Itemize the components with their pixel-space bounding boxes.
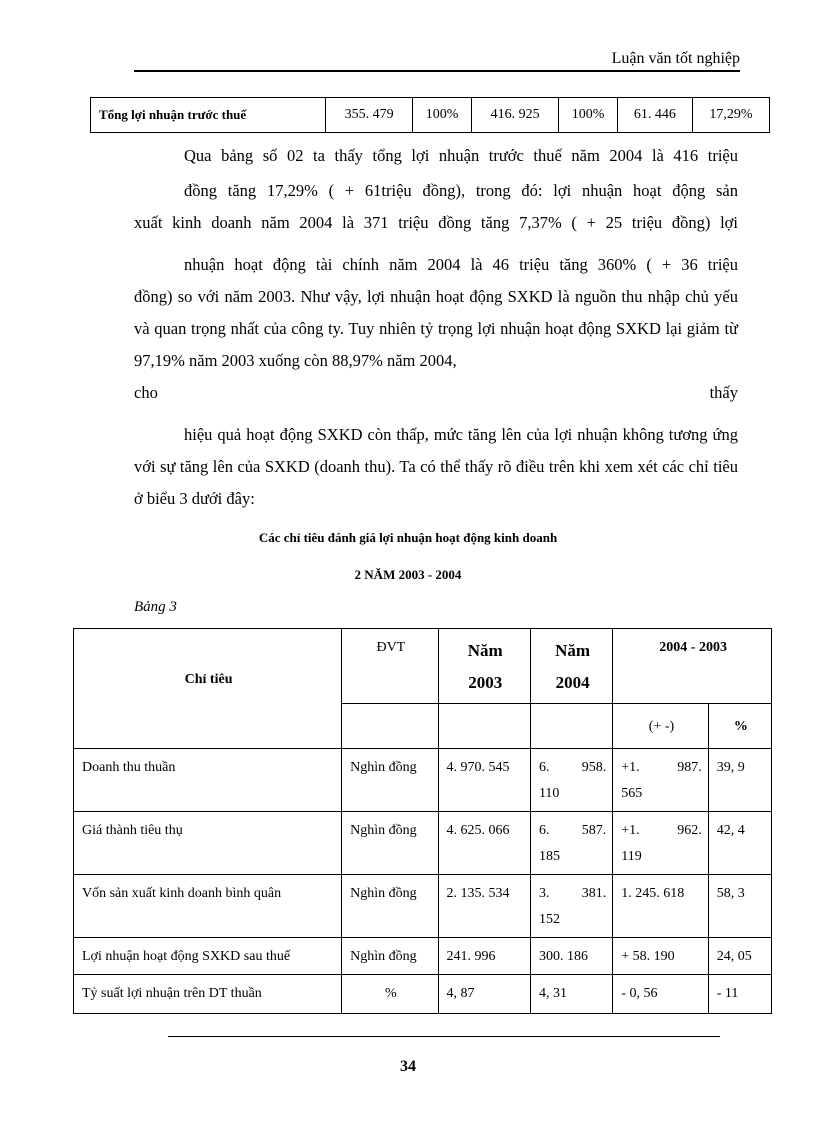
paragraph-text: hiệu quả hoạt động SXKD còn thấp, mức tăng lên của lợi nhuận không tương ứng với sự tăng lên của SXKD (doanh thu). Ta có thể thấy rõ điều trên khi xem xét các chỉ tiêu ở biểu 3 dưới đây: [134,425,738,508]
value-part: 152 [538,912,560,927]
cell-diff: - 0, 56 [613,975,708,1014]
row-unit: Nghìn đồng [342,812,438,875]
table-cell: 100% [413,98,472,133]
paragraph-3 [134,249,738,409]
cell-2003: 2. 135. 534 [438,875,530,938]
cell-percent: - 11 [708,975,771,1014]
table-row [91,98,770,133]
header-text: 2004 [555,673,590,692]
header-cell: (+ -) [613,704,708,749]
table-row [74,812,772,875]
paragraph-line: nhuận hoạt động tài chính năm 2004 là 46 triệu tăng 360% ( + 36 triệu [184,255,738,274]
row-name: Tỷ suất lợi nhuận trên DT thuần [74,975,342,1014]
header-text: Năm [555,641,591,660]
word: cho [134,383,158,402]
cell-2003: 4. 625. 066 [438,812,530,875]
row-unit: % [342,975,438,1014]
cell-percent: 42, 4 [708,812,771,875]
cell-percent: 58, 3 [708,875,771,938]
cell-2003: 4, 87 [438,975,530,1014]
indicators-table [73,628,772,1014]
row-name: Vốn sản xuất kinh doanh bình quân [74,875,342,938]
header-title: Luận văn tốt nghiệp [611,50,740,67]
table-caption: Các chỉ tiêu đánh giá lợi nhuận hoạt động kinh doanh [258,530,558,545]
value-part: 6. [538,760,550,775]
cell-2004: 300. 186 [530,938,612,975]
cell-percent: 24, 05 [708,938,771,975]
value-part: 987. [677,760,702,775]
row-unit: Nghìn đồng [342,875,438,938]
cell-2004 [530,875,612,938]
empty-cell [438,704,530,749]
cell-2004 [530,749,612,812]
row-name: Lợi nhuận hoạt động SXKD sau thuế [74,938,342,975]
paragraph-2 [134,175,738,239]
table-cell: 100% [559,98,618,133]
page-number: 34 [400,1058,416,1075]
paragraph-1 [134,140,738,172]
row-unit: Nghìn đồng [342,938,438,975]
value-part: 119 [621,849,642,864]
cell-2004 [530,812,612,875]
header-text: 2003 [468,673,503,692]
footer-rule [168,1036,720,1037]
cell-diff: 1. 245. 618 [613,875,708,938]
paragraph-line: xuất kinh doanh năm 2004 là 371 triệu đồng tăng 7,37% ( + 25 triệu đồng) lợi [134,213,738,232]
value-part: 962. [677,823,702,838]
cell-diff [613,812,708,875]
table-cell: 17,29% [692,98,769,133]
table-row [74,749,772,812]
word: thấy [709,383,738,402]
value-part: 565 [621,786,643,801]
value-part: 110 [538,786,560,801]
cell-2003: 4. 970. 545 [438,749,530,812]
table-row [74,938,772,975]
value-part: 958. [581,760,607,775]
table-row [74,875,772,938]
total-profit-table [90,97,770,133]
row-name: Doanh thu thuần [74,749,342,812]
value-part: 3. [538,886,550,901]
header-cell: ĐVT [342,629,438,704]
value-part: 381. [581,886,607,901]
cell-percent: 39, 9 [708,749,771,812]
table-caption-years: 2 NĂM 2003 - 2004 [354,567,462,582]
value-part: +1. [621,823,640,838]
row-label: Tổng lợi nhuận trước thuế [91,98,326,133]
cell-2003: 241. 996 [438,938,530,975]
paragraph-text: đồng) so với năm 2003. Như vậy, lợi nhuận hoạt động SXKD là nguồn thu nhập chủ yếu và quan trọng nhất của công ty. Tuy nhiên tỷ trọng lợi nhuận hoạt động SXKD lại giảm từ 97,19% năm 2003 xuống còn 88,97% năm 2004, [134,287,738,370]
paragraph-line [134,377,738,409]
header-cell [530,629,612,704]
header-cell: % [708,704,771,749]
header-cell [438,629,530,704]
header-rule [134,70,740,72]
value-part: 6. [538,823,550,838]
row-unit: Nghìn đồng [342,749,438,812]
row-name: Giá thành tiêu thụ [74,812,342,875]
cell-diff: + 58. 190 [613,938,708,975]
table-cell: 416. 925 [471,98,558,133]
header-text: Năm [467,641,503,660]
empty-cell [342,704,438,749]
value-part: +1. [621,760,640,775]
paragraph-line: đồng tăng 17,29% ( + 61triệu đồng), trong đó: lợi nhuận hoạt động sản [184,181,738,200]
cell-2004: 4, 31 [530,975,612,1014]
empty-cell [530,704,612,749]
header-cell [74,629,342,749]
header-row [74,629,772,704]
header-cell: 2004 - 2003 [613,629,772,704]
paragraph-line: Qua bảng số 02 ta thấy tổng lợi nhuận trước thuế năm 2004 là 416 triệu [184,146,738,165]
table-label: Bảng 3 [134,599,177,615]
header-text: Chỉ tiêu [184,671,233,687]
value-part: 587. [581,823,607,838]
cell-diff [613,749,708,812]
paragraph-4 [134,419,738,515]
value-part: 185 [538,849,560,864]
table-cell: 61. 446 [617,98,692,133]
table-row [74,975,772,1014]
table-cell: 355. 479 [326,98,413,133]
